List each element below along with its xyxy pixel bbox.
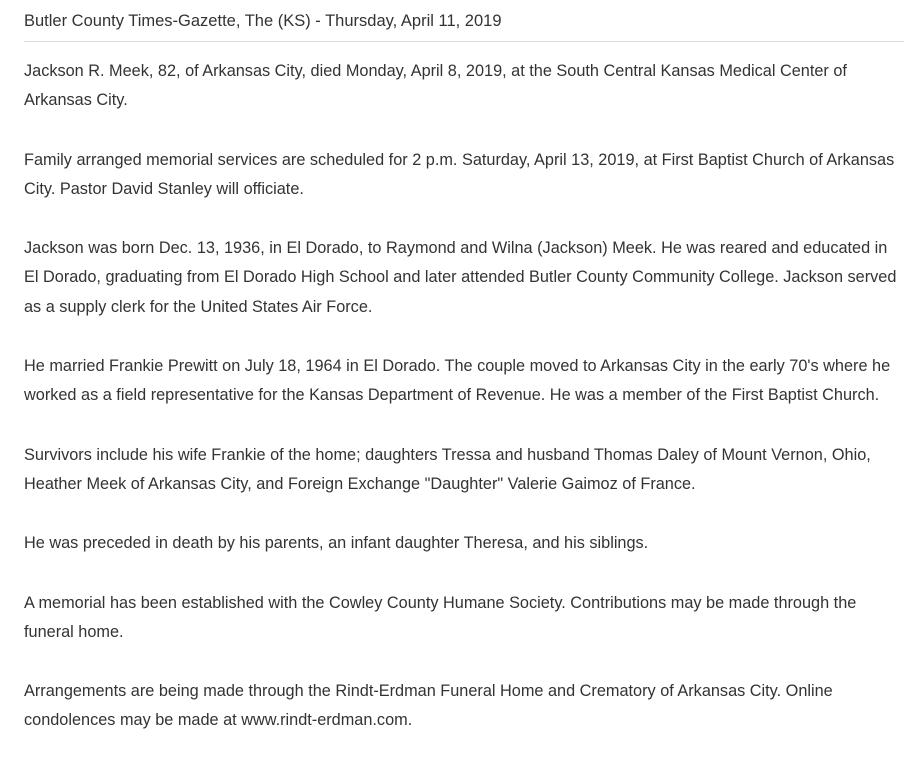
- paragraph-memorial: A memorial has been established with the Cowley County Humane Society. Contributions may be made through the funeral home.: [24, 593, 857, 641]
- obituary-article: [24, 0, 904, 766]
- paragraph-early-life: Jackson was born Dec. 13, 1936, in El Dorado, to Raymond and Wilna (Jackson) Meek. He was reared and educated in El Dorado, graduating from El Dorado High School and later attended Butler County Community College. Jackson served as a supply clerk for the United States Air Force.: [24, 239, 897, 316]
- paragraph-death-notice: Jackson R. Meek, 82, of Arkansas City, died Monday, April 8, 2019, at the South Central Kansas Medical Center of Arkansas City.: [24, 62, 847, 110]
- source-header: Butler County Times-Gazette, The (KS) - Thursday, April 11, 2019: [24, 0, 904, 42]
- paragraph-preceded-in-death: He was preceded in death by his parents, an infant daughter Theresa, and his siblings.: [24, 534, 649, 553]
- paragraph-marriage-career: He married Frankie Prewitt on July 18, 1964 in El Dorado. The couple moved to Arkansas City in the early 70's where he worked as a field representative for the Kansas Department of Revenue. He was a member of the First Baptist Church.: [24, 357, 891, 405]
- paragraph-services: Family arranged memorial services are scheduled for 2 p.m. Saturday, April 13, 2019, at First Baptist Church of Arkansas City. Pastor David Stanley will officiate.: [24, 150, 895, 198]
- paragraph-survivors: Survivors include his wife Frankie of the home; daughters Tressa and husband Thomas Daley of Mount Vernon, Ohio, Heather Meek of Arkansas City, and Foreign Exchange "Daughter" Valerie Gaimoz of France.: [24, 445, 871, 493]
- paragraph-arrangements: Arrangements are being made through the Rindt-Erdman Funeral Home and Crematory of Arkansas City. Online condolences may be made at www.rindt-erdman.com.: [24, 682, 833, 730]
- article-body: [24, 57, 904, 736]
